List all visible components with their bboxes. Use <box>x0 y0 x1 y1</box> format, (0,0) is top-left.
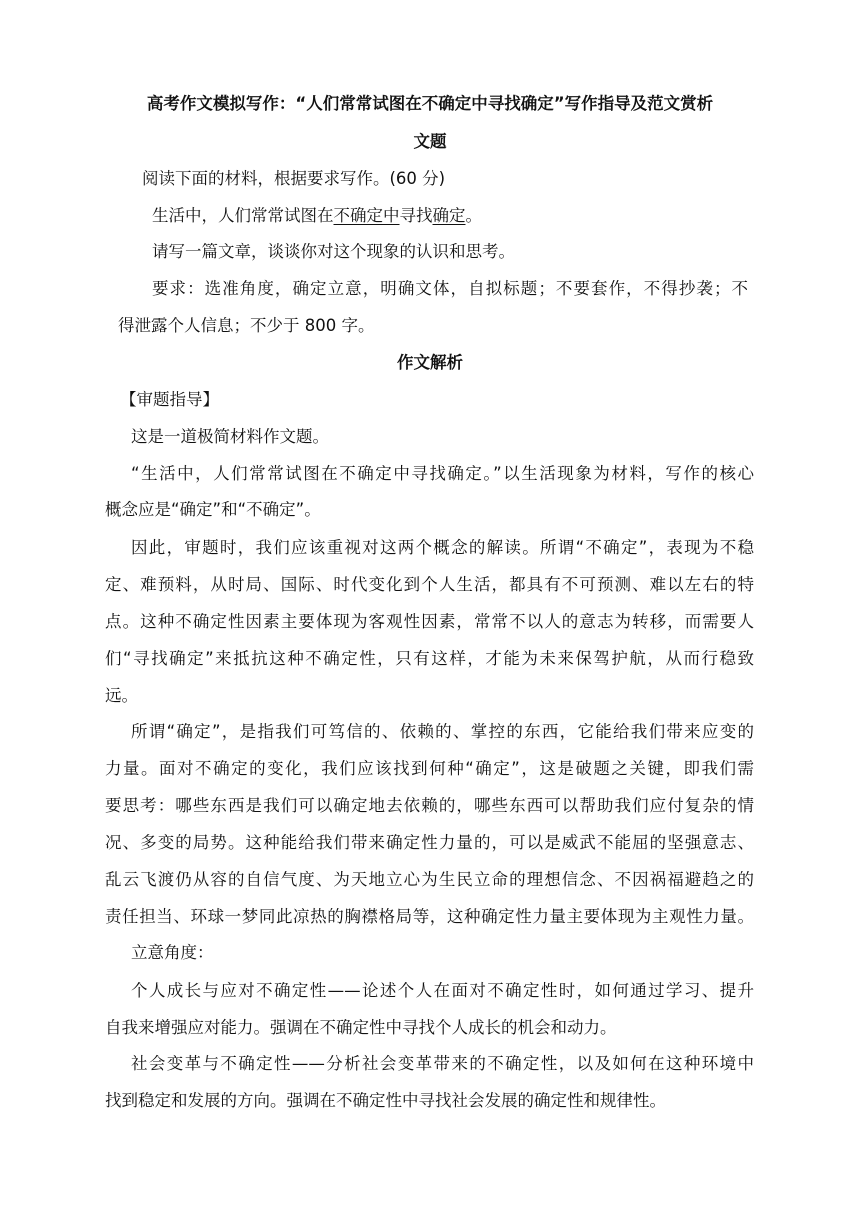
angle-1-line-2: 自我来增强应对能力。强调在不确定性中寻找个人成长的机会和动力。 <box>105 1018 617 1037</box>
material-term-certain: 确定 <box>432 206 466 225</box>
task-text: 请写一篇文章，谈谈你对这个现象的认识和思考。 <box>152 242 515 261</box>
paragraph-3-line-3: 要思考：哪些东西是我们可以确定地去依赖的，哪些东西可以帮助我们应付复杂的情 <box>105 796 754 815</box>
guide-label: 【审题指导】 <box>120 390 219 409</box>
paragraph-1-line-1: “生活中，人们常常试图在不确定中寻找确定。”以生活现象为材料，写作的核心 <box>131 464 754 483</box>
paragraph-2-line-3: 点。这种不确定性因素主要体现为客观性因素，常常不以人的意志为转移，而需要人 <box>105 612 754 631</box>
paragraph-3-line-1: 所谓“确定”，是指我们可笃信的、依赖的、掌控的东西，它能给我们带来应变的 <box>131 722 754 741</box>
requirements-line-2: 得泄露个人信息；不少于 800 字。 <box>118 316 375 335</box>
prompt-heading: 文题 <box>413 132 447 151</box>
paragraph-1-line-2: 概念应是“确定”和“不确定”。 <box>105 500 321 519</box>
material-text <box>152 205 482 227</box>
angles-label: 立意角度： <box>131 943 214 962</box>
material-suffix: 。 <box>465 206 482 225</box>
material-term-uncertain: 不确定中 <box>333 206 400 225</box>
paragraph-3-line-2: 力量。面对不确定的变化，我们应该找到何种“确定”，这是破题之关键，即我们需 <box>105 759 754 778</box>
paragraph-2-line-1: 因此，审题时，我们应该重视对这两个概念的解读。所谓“不确定”，表现为不稳 <box>131 538 754 557</box>
paragraph-3-line-5: 乱云飞渡仍从容的自信气度、为天地立心为生民立命的理想信念、不因祸福避趋之的 <box>105 870 754 889</box>
paragraph-3-line-6: 责任担当、环球一梦同此凉热的胸襟格局等，这种确定性力量主要体现为主观性力量。 <box>105 907 754 926</box>
paragraph-2-line-5: 远。 <box>105 686 138 705</box>
instruction-text: 阅读下面的材料，根据要求写作。(60 分) <box>142 169 446 188</box>
intro-text: 这是一道极简材料作文题。 <box>131 427 329 446</box>
angle-1-line-1: 个人成长与应对不确定性——论述个人在面对不确定性时，如何通过学习、提升 <box>131 981 754 1000</box>
requirements-line-1: 要求：选准角度，确定立意，明确文体，自拟标题；不要套作，不得抄袭；不 <box>152 279 748 298</box>
paragraph-2-line-4: 们“寻找确定”来抵抗这种不确定性，只有这样，才能为未来保驾护航，从而行稳致 <box>105 649 754 668</box>
angle-2-line-1: 社会变革与不确定性——分析社会变革带来的不确定性，以及如何在这种环境中 <box>131 1054 754 1073</box>
document-title: 高考作文模拟写作：“人们常常试图在不确定中寻找确定”写作指导及范文赏析 <box>146 94 714 113</box>
material-middle: 寻找 <box>399 206 433 225</box>
paragraph-3-line-4: 况、多变的局势。这种能给我们带来确定性力量的，可以是威武不能屈的坚强意志、 <box>105 833 754 852</box>
paragraph-2-line-2: 定、难预料，从时局、国际、时代变化到个人生活，都具有不可预测、难以左右的特 <box>105 575 754 594</box>
analysis-heading: 作文解析 <box>397 353 463 372</box>
angle-2-line-2: 找到稳定和发展的方向。强调在不确定性中寻找社会发展的确定性和规律性。 <box>105 1091 666 1110</box>
material-prefix: 生活中，人们常常试图在 <box>152 206 334 225</box>
